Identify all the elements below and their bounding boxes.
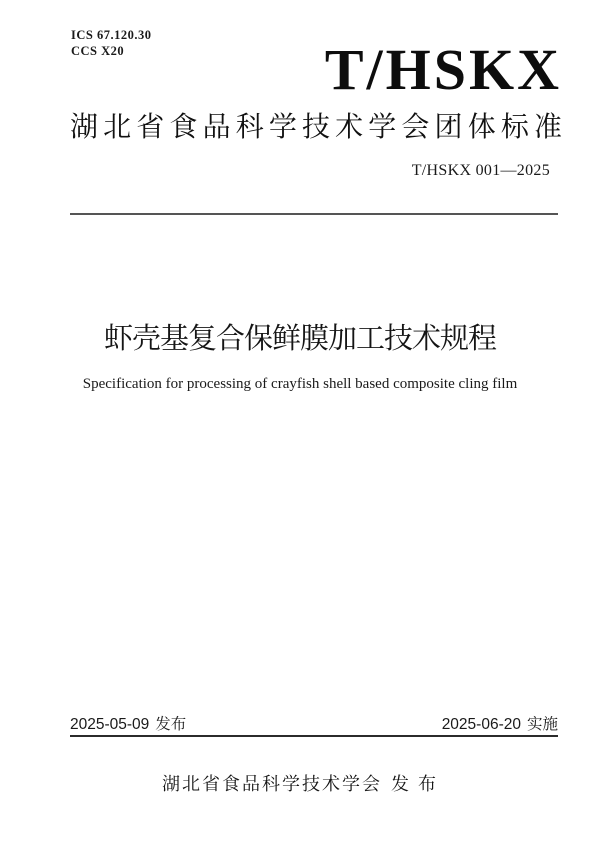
ics-code: ICS 67.120.30 (71, 28, 152, 42)
header-divider (70, 213, 558, 215)
document-title-zh: 虾壳基复合保鲜膜加工技术规程 (103, 323, 496, 355)
date-row (70, 715, 558, 734)
standard-number: T/HSKX 001—2025 (411, 162, 550, 179)
implement-date: 2025-06-20 (441, 716, 521, 733)
footer-divider (70, 735, 558, 737)
publish-word: 发 布 (390, 774, 438, 794)
issue-date: 2025-05-09 (70, 716, 150, 733)
publisher-name: 湖北省食品科学技术学会 (161, 774, 382, 794)
society-standard-heading: 湖 北 省 食 品 科 学 技 术 学 会 团 体 标 准 (70, 111, 562, 142)
classification-codes (71, 27, 151, 59)
implement-label: 实施 (526, 716, 558, 733)
publisher-line (0, 773, 600, 795)
document-title-en: Specification for processing of crayfish shell based composite cling film (82, 376, 518, 392)
ccs-code: CCS X20 (71, 44, 125, 58)
implement-date-group (442, 715, 558, 734)
issue-date-group (70, 715, 186, 734)
standard-logo: T/HSKX (324, 37, 562, 102)
issue-label: 发布 (155, 716, 187, 733)
